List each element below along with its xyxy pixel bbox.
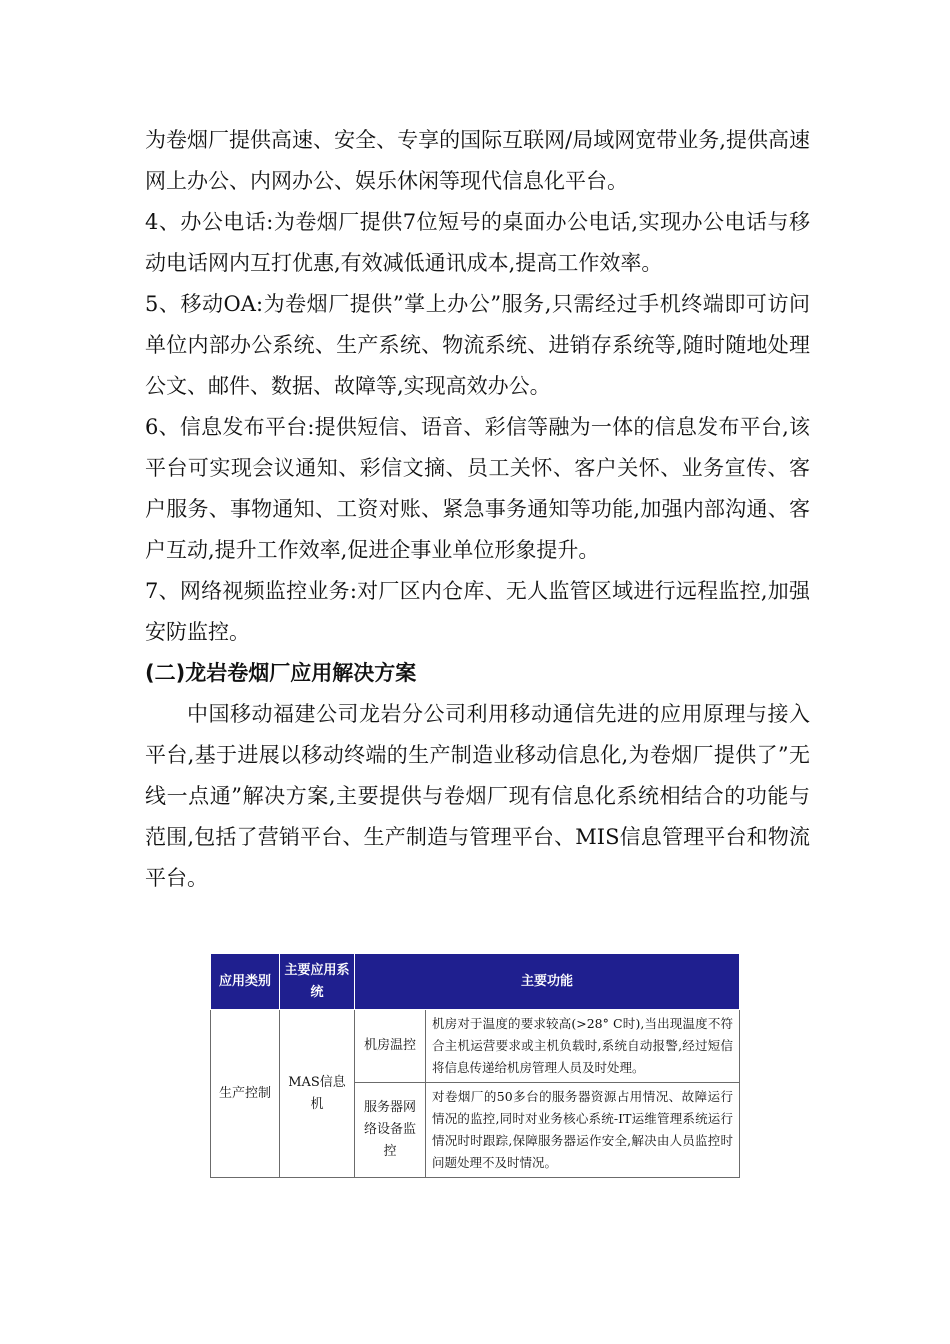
section-body: 中国移动福建公司龙岩分公司利用移动通信先进的应用原理与接入平台,基于进展以移动终端的生产制造业移动信息化,为卷烟厂提供了”无线一点通”解决方案,主要提供与卷烟厂现有信息化系统相结合的功能与范围,包括了营销平台、生产制造与管理平台、MIS信息管理平台和物流平台。 <box>145 702 810 890</box>
cell-desc: 机房对于温度的要求较高(>28° C时),当出现温度不符合主机运营要求或主机负载时,系统自动报警,经过短信将信息传递给机房管理人员及时处理。 <box>426 1010 740 1083</box>
cell-item: 服务器网络设备监控 <box>355 1083 426 1178</box>
paragraph-video-monitoring: 7、网络视频监控业务:对厂区内仓库、无人监管区域进行远程监控,加强安防监控。 <box>145 579 810 644</box>
paragraph-broadband: 为卷烟厂提供高速、安全、专享的国际互联网/局域网宽带业务,提供高速网上办公、内网办公、娱乐休闲等现代信息化平台。 <box>145 128 810 193</box>
document-body <box>145 120 810 899</box>
cell-desc: 对卷烟厂的50多台的服务器资源占用情况、故障运行情况的监控,同时对业务核心系统-IT运维管理系统运行情况时时跟踪,保障服务器运作安全,解决由人员监控时问题处理不及时情况。 <box>426 1083 740 1178</box>
section-heading: (二)龙岩卷烟厂应用解决方案 <box>145 661 417 685</box>
cell-category: 生产控制 <box>211 1010 280 1178</box>
paragraph-mobile-oa: 5、移动OA:为卷烟厂提供”掌上办公”服务,只需经过手机终端即可访问单位内部办公系统、生产系统、物流系统、进销存系统等,随时随地处理公文、邮件、数据、故障等,实现高效办公。 <box>145 292 810 398</box>
paragraph-office-phone: 4、办公电话:为卷烟厂提供7位短号的桌面办公电话,实现办公电话与移动电话网内互打优惠,有效减低通讯成本,提高工作效率。 <box>145 210 810 275</box>
header-category: 应用类别 <box>211 954 280 1010</box>
header-system: 主要应用系统 <box>280 954 355 1010</box>
table-row <box>211 1010 740 1083</box>
cell-item: 机房温控 <box>355 1010 426 1083</box>
header-functions: 主要功能 <box>355 954 740 1010</box>
paragraph-info-platform: 6、信息发布平台:提供短信、语音、彩信等融为一体的信息发布平台,该平台可实现会议通知、彩信文摘、员工关怀、客户关怀、业务宣传、客户服务、事物通知、工资对账、紧急事务通知等功能,加强内部沟通、客户互动,提升工作效率,促进企事业单位形象提升。 <box>145 415 810 562</box>
function-table <box>210 953 740 1178</box>
table-header-row <box>211 954 740 1010</box>
cell-system: MAS信息机 <box>280 1010 355 1178</box>
